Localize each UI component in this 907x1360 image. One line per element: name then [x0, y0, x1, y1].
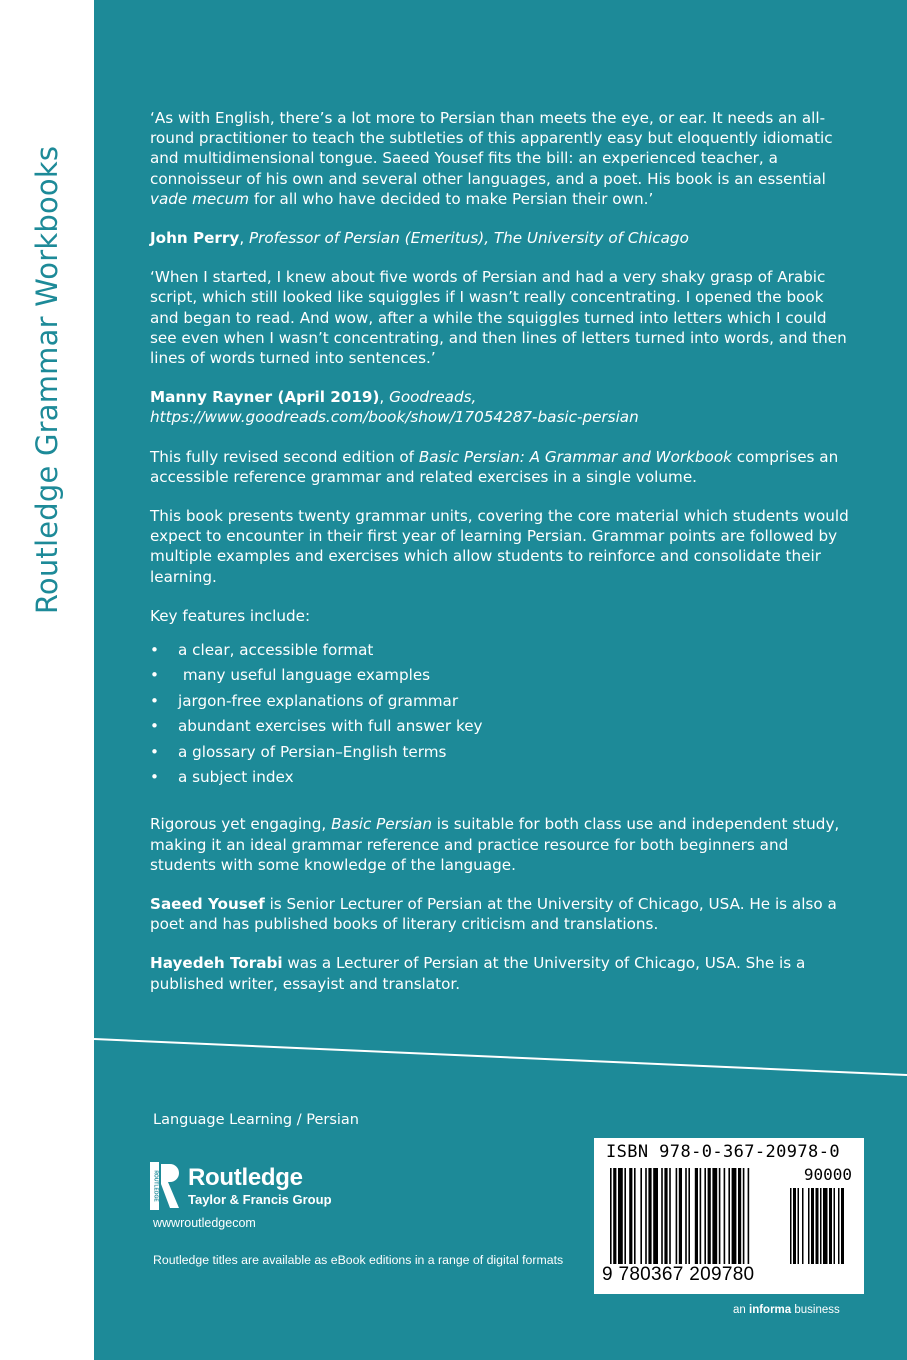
bullet-icon: •: [150, 717, 159, 736]
barcode-bar: [732, 1168, 737, 1264]
barcode-addon-bar: [841, 1188, 844, 1264]
barcode-bar: [685, 1168, 687, 1264]
barcode-bar: [708, 1168, 711, 1264]
quote-rayner: ‘When I started, I knew about five words of Persian and had a very shaky grasp of Arabic script, which still looked like squiggles if I wasn’t really concentrating. I opened the book and began to read. And wow, after a while the squiggles turned into letters which I could see even when I wasn’t concentrating, and then lines of letters turned into words, and then lines of words turned into sentences.’: [150, 268, 847, 368]
barcode-bars: [608, 1168, 850, 1266]
svg-text:ROUTLEDGE: ROUTLEDGE: [152, 1170, 159, 1202]
spine-strip: [0, 0, 94, 1360]
author-bio-yousef: Saeed Yousef is Senior Lecturer of Persian at the University of Chicago, USA. He is also a poet and has published books of literary criticism and translations.: [150, 895, 837, 934]
barcode-bar: [748, 1168, 750, 1264]
barcode-bar: [640, 1168, 642, 1264]
barcode-addon-bar: [802, 1188, 804, 1264]
bullet-icon: •: [150, 691, 159, 710]
barcode-bar: [613, 1168, 616, 1264]
bullet-icon: •: [150, 742, 159, 761]
barcode-bar: [664, 1168, 667, 1264]
series-title: Routledge Grammar Workbooks: [30, 145, 64, 615]
barcode-bar: [618, 1168, 623, 1264]
barcode-bar: [648, 1168, 651, 1264]
barcode-bar: [738, 1168, 741, 1264]
ebook-note: Routledge titles are available as eBook editions in a range of digital formats: [153, 1253, 564, 1267]
subject-category: Language Learning / Persian: [153, 1112, 359, 1128]
barcode-addon-bar: [790, 1188, 792, 1264]
barcode-addon-bar: [793, 1188, 796, 1264]
attribution-perry: John Perry, Professor of Persian (Emeritus), The University of Chicago: [150, 229, 689, 248]
list-item: • many useful language examples: [150, 663, 850, 688]
bullet-icon: •: [150, 641, 159, 660]
cover-text: [150, 108, 850, 1013]
quote-perry: ‘As with English, there’s a lot more to Persian than meets the eye, or ear. It needs an all-round practitioner to teach the subtleties of this apparently easy but eloquently idiomatic and multidimensional tongue. Saeed Yousef fits the bill: an experienced teacher, a connoisseur of his own and several other languages, and a poet. His book is an essential vade mecum for all who have decided to make Persian their own.’: [150, 109, 833, 208]
publisher-website: wwwroutledgecom: [153, 1216, 256, 1230]
author-bio-torabi: Hayedeh Torabi was a Lecturer of Persian at the University of Chicago, USA. She is a published writer, essayist and translator.: [150, 954, 806, 993]
barcode-bar: [724, 1168, 726, 1264]
barcode-addon-bar: [798, 1188, 800, 1264]
list-item: • jargon-free explanations of grammar: [150, 689, 850, 714]
barcode-addon-bar: [823, 1188, 828, 1264]
barcode-addon-bar: [829, 1188, 832, 1264]
isbn-barcode: [594, 1138, 864, 1294]
barcode-addon-bar: [816, 1188, 819, 1264]
barcode-bar: [712, 1168, 717, 1264]
barcode-bar: [661, 1168, 663, 1264]
barcode-bar: [704, 1168, 706, 1264]
barcode-bar: [653, 1168, 658, 1264]
barcode-bar: [629, 1168, 632, 1264]
routledge-logo-icon: [150, 1162, 180, 1210]
features-heading: Key features include:: [150, 606, 311, 625]
price-code: 90000: [803, 1165, 852, 1184]
description-units: This book presents twenty grammar units, covering the core material which students would expect to encounter in their first year of learning Persian. Grammar points are followed by multiple examples and exercises which allow students to reinforce and consolidate their learning.: [150, 507, 849, 586]
bullet-icon: •: [150, 666, 159, 685]
publisher-name: Routledge: [188, 1164, 303, 1191]
list-item: • a subject index: [150, 765, 850, 790]
barcode-bar: [676, 1168, 678, 1264]
list-item: • abundant exercises with full answer key: [150, 714, 850, 739]
barcode-bar: [728, 1168, 730, 1264]
barcode-bar: [688, 1168, 690, 1264]
barcode-bar: [610, 1168, 612, 1264]
publisher-logo: [150, 1158, 370, 1214]
barcode-bar: [634, 1168, 636, 1264]
barcode-bar: [645, 1168, 647, 1264]
barcode-bar: [719, 1168, 721, 1264]
barcode-bar: [669, 1168, 671, 1264]
barcode-addon-bar: [838, 1188, 840, 1264]
barcode-addon-bar: [820, 1188, 822, 1264]
barcode-bar: [624, 1168, 626, 1264]
barcode-digits: 9 780367 209780: [602, 1264, 755, 1285]
barcode-bar: [679, 1168, 682, 1264]
barcode-addon-bar: [811, 1188, 814, 1264]
description-edition: This fully revised second edition of Basic Persian: A Grammar and Workbook comprises an accessible reference grammar and related exercises in a single volume.: [150, 447, 839, 486]
barcode-addon-bar: [834, 1188, 836, 1264]
barcode-bar: [700, 1168, 702, 1264]
bullet-icon: •: [150, 768, 159, 787]
informa-business: an informa business: [733, 1304, 840, 1316]
features-list: [150, 638, 850, 790]
attribution-rayner: Manny Rayner (April 2019), Goodreads, https://www.goodreads.com/book/show/17054287-basic-persian: [150, 388, 639, 427]
isbn-number: ISBN 978-0-367-20978-0: [606, 1142, 840, 1162]
barcode-bar: [743, 1168, 745, 1264]
barcode-bar: [695, 1168, 698, 1264]
list-item: • a clear, accessible format: [150, 638, 850, 663]
publisher-group: Taylor & Francis Group: [188, 1192, 332, 1207]
summary: Rigorous yet engaging, Basic Persian is suitable for both class use and independent study, making it an ideal grammar reference and practice resource for both beginners and students with some knowledge of the language.: [150, 815, 840, 874]
list-item: • a glossary of Persian–English terms: [150, 740, 850, 765]
barcode-addon-bar: [808, 1188, 810, 1264]
